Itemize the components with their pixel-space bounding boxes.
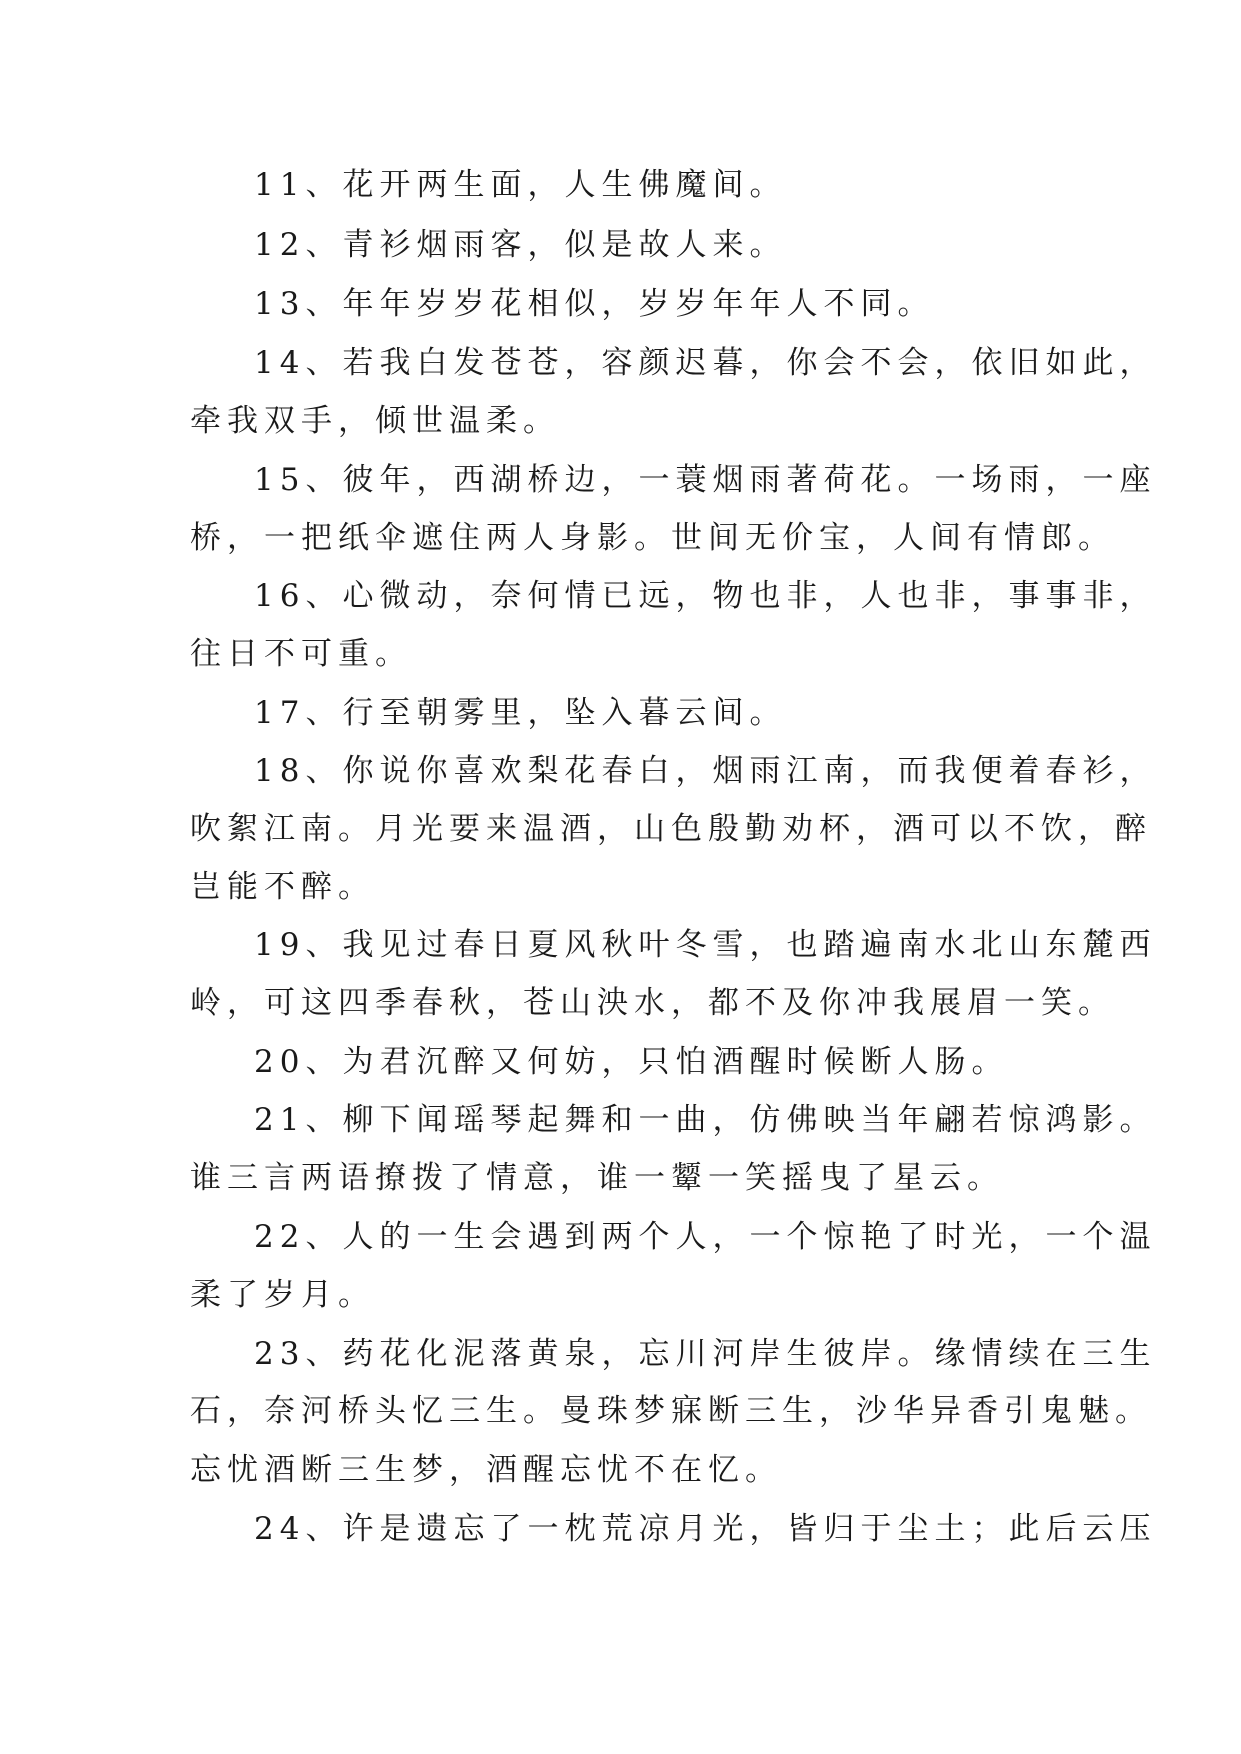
paragraph-line: 12、青衫烟雨客，似是故人来。	[254, 227, 787, 263]
paragraph-line: 石，奈河桥头忆三生。曼珠梦寐断三生，沙华异香引鬼魅。	[190, 1393, 1152, 1429]
paragraph-line: 15、彼年，西湖桥边，一蓑烟雨著荷花。一场雨，一座	[254, 462, 1157, 498]
paragraph-line: 桥，一把纸伞遮住两人身影。世间无价宝，人间有情郎。	[190, 520, 1115, 556]
paragraph-line: 岭，可这四季春秋，苍山泱水，都不及你冲我展眉一笑。	[190, 985, 1115, 1021]
paragraph-line: 14、若我白发苍苍，容颜迟暮，你会不会，依旧如此，	[254, 345, 1157, 381]
paragraph-line: 18、你说你喜欢梨花春白，烟雨江南，而我便着春衫，	[254, 753, 1157, 789]
paragraph-line: 20、为君沉醉又何妨，只怕酒醒时候断人肠。	[254, 1044, 1009, 1080]
paragraph-line: 柔了岁月。	[190, 1277, 375, 1313]
paragraph-line: 谁三言两语撩拨了情意，谁一颦一笑摇曳了星云。	[190, 1160, 1004, 1196]
paragraph-line: 17、行至朝雾里，坠入暮云间。	[254, 695, 787, 731]
paragraph-line: 21、柳下闻瑶琴起舞和一曲，仿佛映当年翩若惊鸿影。	[254, 1102, 1157, 1138]
paragraph-line: 11、花开两生面，人生佛魔间。	[254, 167, 787, 203]
paragraph-line: 往日不可重。	[190, 636, 412, 672]
paragraph-line: 23、药花化泥落黄泉，忘川河岸生彼岸。缘情续在三生	[254, 1336, 1157, 1372]
paragraph-line: 牵我双手，倾世温柔。	[190, 403, 560, 439]
paragraph-line: 13、年年岁岁花相似，岁岁年年人不同。	[254, 286, 935, 322]
paragraph-line: 22、人的一生会遇到两个人，一个惊艳了时光，一个温	[254, 1219, 1157, 1255]
paragraph-line: 24、许是遗忘了一枕荒凉月光，皆归于尘土；此后云压	[254, 1511, 1157, 1547]
paragraph-line: 岂能不醉。	[190, 869, 375, 905]
paragraph-line: 忘忧酒断三生梦，酒醒忘忧不在忆。	[190, 1452, 782, 1488]
paragraph-line: 吹絮江南。月光要来温酒，山色殷勤劝杯，酒可以不饮，醉	[190, 811, 1152, 847]
paragraph-line: 19、我见过春日夏风秋叶冬雪，也踏遍南水北山东麓西	[254, 927, 1157, 963]
paragraph-line: 16、心微动，奈何情已远，物也非，人也非，事事非，	[254, 578, 1157, 614]
